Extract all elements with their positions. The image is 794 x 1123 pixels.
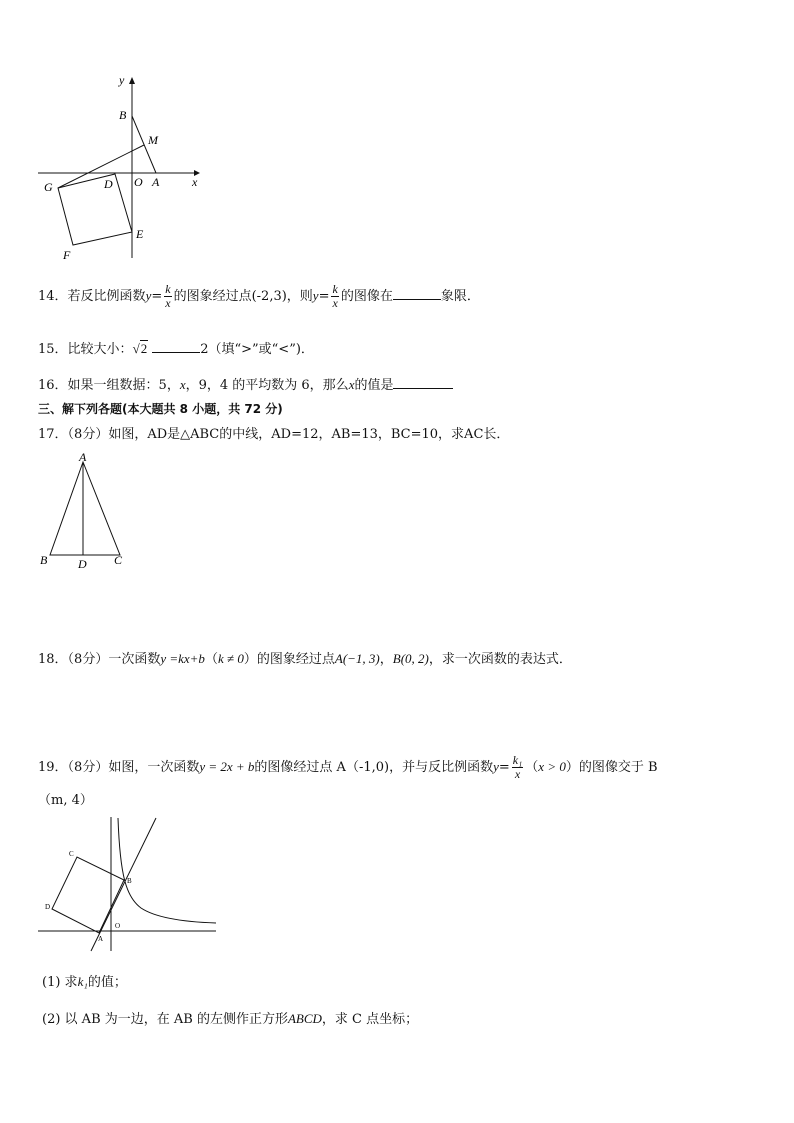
q18-condition: k ≠ 0	[217, 651, 244, 666]
answer-blank[interactable]	[393, 285, 441, 300]
q19-sub1-text-a: (1) 求	[42, 975, 78, 990]
sqrt-2: √2	[132, 341, 148, 356]
label-o: O	[134, 175, 143, 189]
q19-text-2: 的图像经过点 A（-1,0)，并与反比例函数	[254, 760, 494, 775]
q18-text-1: （8分）一次函数	[67, 652, 161, 667]
q19-sub-2	[42, 1010, 418, 1029]
label-f: F	[63, 248, 71, 262]
q19-text-1: （8分）如图，一次函数	[67, 760, 200, 775]
q15-text-2: 2（填“>”或“<”)．	[200, 342, 314, 357]
question-18	[38, 650, 572, 669]
q19-condition: x > 0	[538, 759, 566, 774]
q18-text-3: ）的图象经过点	[243, 652, 335, 667]
label-b: B	[119, 108, 127, 122]
q16-x-2: x	[348, 377, 355, 392]
question-16	[38, 374, 453, 395]
q18-text-2: （	[204, 652, 218, 667]
q18-function: y =kx+b	[160, 651, 205, 666]
label-b: B	[40, 553, 48, 567]
label-c: C	[69, 850, 74, 858]
question-number: 19．	[38, 760, 68, 775]
q14-text-3: 的图像在	[340, 289, 393, 304]
q15-text-1: 比较大小：	[67, 342, 133, 357]
label-o: O	[115, 922, 121, 930]
q14-eq: =	[151, 289, 163, 304]
question-17	[38, 426, 509, 444]
q19-fraction: $\frac{\text{k₁}}{x}$	[512, 753, 523, 781]
question-15	[38, 338, 314, 359]
q19-sub2-text-b: ，求 C 点坐标；	[321, 1012, 419, 1027]
label-d: D	[45, 903, 51, 911]
label-e: E	[136, 227, 144, 241]
q19-eq: =	[498, 760, 510, 775]
label-b: B	[127, 877, 132, 885]
q16-x: x	[179, 377, 186, 392]
label-m: M	[148, 133, 158, 147]
q19-line-2: （m, 4）	[38, 793, 93, 808]
q19-sub1-k: k₁	[77, 974, 88, 989]
label-d: D	[104, 177, 113, 191]
q14-y-2: y	[312, 288, 319, 303]
label-y: y	[119, 73, 125, 87]
q18-point-a: A(−1, 3)	[334, 651, 380, 666]
q14-text-1: 若反比例函数	[67, 289, 146, 304]
label-a: A	[79, 452, 87, 464]
label-c: C	[114, 553, 123, 567]
q19-text-3: （	[525, 760, 539, 775]
q14-fraction-2: $\frac{k}{x}$	[332, 282, 338, 310]
segment-gm	[58, 145, 144, 188]
question-number: 14．	[38, 289, 68, 304]
q19-sub-1	[42, 973, 127, 992]
label-a: A	[98, 935, 104, 943]
figure-q19	[36, 815, 220, 955]
q14-text-2: 的图象经过点(-2,3)，则	[173, 289, 313, 304]
y-axis-arrow	[129, 77, 135, 84]
answer-blank[interactable]	[393, 374, 453, 389]
q14-fraction-1: $\frac{k}{x}$	[165, 282, 171, 310]
q18-point-b: B(0, 2)	[392, 651, 429, 666]
q19-text-4: ）的图像交于 B	[565, 760, 658, 775]
q19-sub2-text-a: (2) 以 AB 为一边，在 AB 的左侧作正方形	[42, 1012, 288, 1027]
answer-blank[interactable]	[152, 338, 200, 353]
q18-text-4: ，求一次函数的表达式．	[428, 652, 572, 667]
q14-eq-2: =	[318, 289, 330, 304]
square-abcd	[52, 857, 124, 933]
label-d: D	[78, 557, 87, 571]
q17-text: （8分）如图，AD是△ABC的中线，AD=12，AB=13，BC=10，求AC长．	[67, 427, 510, 442]
q19-y: y	[493, 759, 499, 774]
q19-function: y = 2x + b	[199, 759, 255, 774]
q16-text-1: 如果一组数据：5，	[67, 378, 180, 393]
q16-text-2: ，9，4 的平均数为 6，那么	[185, 378, 349, 393]
hyperbola-curve	[118, 818, 216, 923]
figure-q13	[30, 72, 210, 262]
label-g: G	[44, 180, 53, 194]
q14-y: y	[145, 288, 152, 303]
square-gdef	[58, 174, 132, 245]
question-number: 17．	[38, 427, 68, 442]
question-19	[38, 754, 658, 781]
question-number: 16．	[38, 378, 68, 393]
label-x: x	[192, 175, 198, 189]
q16-text-3: 的值是	[354, 378, 394, 393]
question-number: 18．	[38, 652, 68, 667]
figure-q17	[36, 452, 136, 572]
question-number: 15．	[38, 342, 68, 357]
q19-sub1-text-b: 的值；	[87, 975, 127, 990]
triangle-abc	[50, 462, 120, 555]
question-14	[38, 283, 480, 310]
label-a: A	[152, 175, 160, 189]
q18-sep: ，	[379, 652, 393, 667]
section-heading: 三、解下列各题(本大题共 8 小题，共 72 分)	[38, 402, 283, 416]
q14-text-4: 象限．	[440, 289, 480, 304]
q19-sub2-square: ABCD	[287, 1011, 322, 1026]
